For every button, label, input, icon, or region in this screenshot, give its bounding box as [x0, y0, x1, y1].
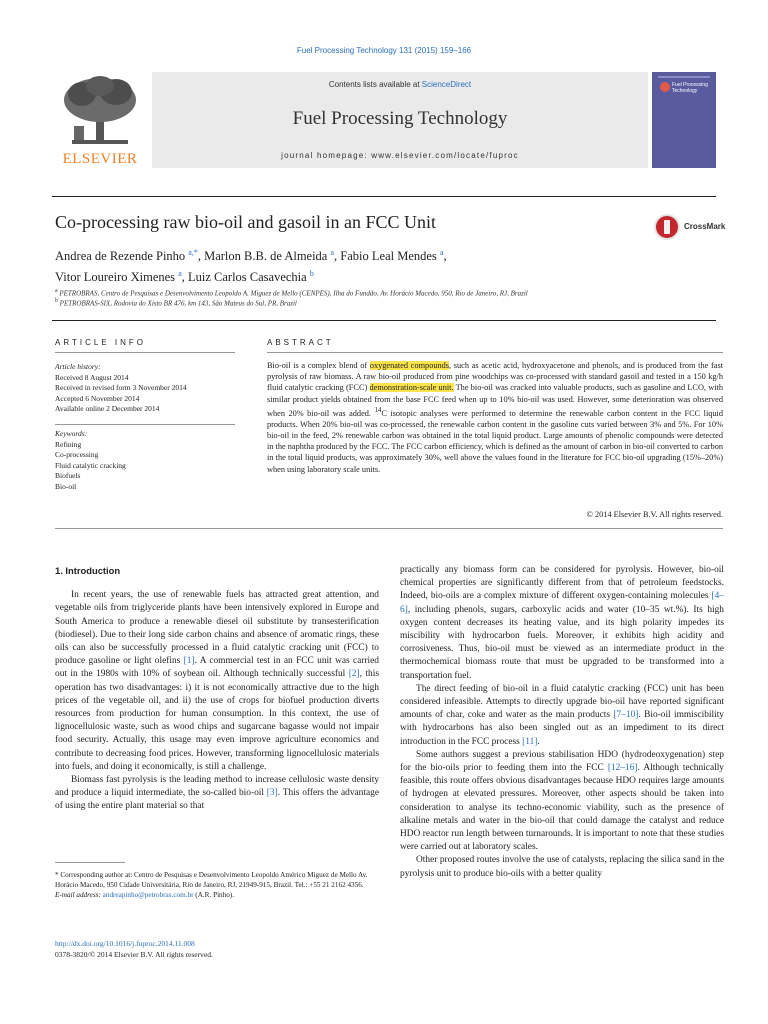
- keywords-block: [55, 429, 235, 492]
- paragraph-text: practically any biomass form can be considered for pyrolysis. However, bio-oil chemical properties are significantly different from that of petroleum feedstocks. Indeed, bio-oils are a complex mixture of different oxygen-containing molecules: [400, 565, 724, 602]
- email-label: E-mail address:: [55, 891, 101, 899]
- article-history: [55, 362, 235, 415]
- crossmark-icon: [654, 214, 680, 240]
- paragraph: [55, 589, 379, 774]
- email-suffix: (A.R. Pinho).: [195, 891, 235, 899]
- publisher-name: ELSEVIER: [62, 151, 138, 167]
- doi-link[interactable]: http://dx.doi.org/10.1016/j.fuproc.2014.11.008: [55, 939, 195, 948]
- cover-logo-icon: [660, 82, 670, 92]
- affiliation-b: [55, 298, 715, 307]
- journal-cover-image[interactable]: [652, 72, 716, 168]
- paragraph-text: .: [537, 736, 540, 747]
- issn-line: 0378-3820/© 2014 Elsevier B.V. All rights reserved.: [55, 950, 213, 959]
- affiliation-text: PETROBRAS, Centro de Pesquisas e Desenvolvimento Leopoldo A. Miguez de Mello (CENPES), Ilha do Fundão, Av. Horácio Macedo, 950, Rio de Janeiro, RJ, Brazil: [59, 289, 528, 298]
- paragraph-text: Some authors suggest a previous stabilisation HDO (hydrodeoxygenation) step for the bio-oils prior to feeding them into the FCC: [400, 749, 724, 774]
- article-info-rule: [55, 352, 235, 353]
- author-name: Marlon B.B. de Almeida: [204, 249, 328, 264]
- paragraph-text: , this operation has two disadvantages: i) it is not economically attractive due to the high prices of the vegetable oil, and ii) the use of crops for biofuel production diverts resources from production for human consumption. In this context, the use of lignocellulosic waste, such as wood chips and sugarcane bagasse would not impair food security. Actually, this usage may even improve agriculture economics and contribute to decreasing food prices. However, transforming lignocellulosic materials into fuels, and doing it economically, is still a challenge.: [55, 669, 379, 772]
- journal-homepage[interactable]: journal homepage: www.elsevier.com/locate/fuproc: [281, 151, 519, 160]
- paragraph-text: The direct feeding of bio-oil in a fluid catalytic cracking (FCC) unit has been considered infeasible. Attempts to directly upgrade bio-oil have reported significant amounts of char, coke and water as the main products: [400, 683, 724, 721]
- journal-title: Fuel Processing Technology: [292, 108, 508, 129]
- paragraph-text: In recent years, the use of renewable fuels has attracted great attention, and vegetable oils from triglyceride plants have been intensively explored in Europe and South America to produce a renewable diesel oil substitute by transesterification (biodiesel). Due to their long side carbon chains and absence of aromatic rings, these oils can also be successfully processed in a fluid catalytic cracking unit (FCC) to produce gasoline or light olefins: [55, 590, 379, 667]
- abstract-text: The bio-oil was cracked into valuable products, such as gasoline and LCO, with similar product yields obtained from the base FCC feed when up to 10% bio-oil was used. However, some deterioration was observed when 20% bio-oil was added.: [267, 383, 723, 418]
- crossmark-label: CrossMark: [684, 222, 726, 231]
- keyword: Co-processing: [55, 450, 99, 459]
- abstract-text: , such as acetic acid, hydroxyacetone and phenols, and is produced from the fast pyrolysis of raw biomass. A raw bio-oil produced from pine woodchips was co-processed with standard gasoil and tested in a 150 kg/h fluid catalytic cracking (FCC): [267, 361, 723, 393]
- keywords-rule: [55, 424, 235, 425]
- author-name: Fabio Leal Mendes: [340, 249, 437, 264]
- abstract-body: [267, 360, 723, 475]
- section-heading: 1. Introduction: [55, 565, 121, 576]
- keyword: Bio-oil: [55, 481, 77, 491]
- paragraph: [400, 749, 724, 855]
- keywords-label: Keywords:: [55, 429, 88, 438]
- author-affiliation-link[interactable]: a,*: [188, 248, 198, 257]
- citation-link[interactable]: [3]: [266, 788, 278, 799]
- citation-link[interactable]: [11]: [522, 736, 538, 747]
- corresponding-author-note: [55, 870, 385, 890]
- contents-prefix: Contents lists available at: [328, 80, 420, 89]
- citation-link[interactable]: [4–6]: [400, 591, 724, 615]
- masthead: [52, 72, 716, 168]
- sciencedirect-link[interactable]: ScienceDirect: [421, 80, 472, 89]
- article-info-heading: ARTICLE INFO: [55, 338, 146, 347]
- journal-reference[interactable]: Fuel Processing Technology 131 (2015) 159–166: [296, 46, 472, 55]
- highlighted-text[interactable]: demonstration-scale unit.: [369, 383, 454, 393]
- history-label: Article history:: [55, 362, 101, 371]
- paragraph-text: . Although technically feasible, this route offers obvious disadvantages because HDO requires large amounts of hydrogen at elevated pressures. Moreover, other aspects should be taken into consideration to analyse its techno-economic viability, such as the presence of alkaline metals and water in the bio-oil that could damage the catalyst and reduce HDO reactor run length between turnarounds. It is important to note that these studies were carried out at laboratory scales.: [400, 763, 724, 853]
- paragraph: [400, 564, 724, 683]
- body-column-left: [55, 564, 379, 814]
- author-affiliation-link[interactable]: a: [439, 248, 444, 257]
- superscript: 14: [374, 406, 382, 414]
- elsevier-tree-icon: [52, 72, 148, 150]
- header-rule: [52, 196, 716, 197]
- body-column-right: [400, 564, 724, 881]
- cover-title: Fuel Processing Technology: [672, 82, 708, 94]
- affiliation-rule: [52, 320, 716, 321]
- keyword: Refining: [55, 439, 82, 449]
- paragraph-text: Biomass fast pyrolysis is the leading method to increase cellulosic waste density and produce a liquid intermediate, the so-called bio-oil: [55, 775, 379, 799]
- footnote-rule: [55, 862, 125, 863]
- doi-block: [55, 938, 213, 960]
- email-link[interactable]: andreapinho@petrobras.com.br: [102, 891, 194, 899]
- contents-line: [152, 80, 648, 89]
- accepted-date: Accepted 6 November 2014: [55, 393, 140, 403]
- citation-link[interactable]: [1]: [183, 656, 195, 667]
- affiliation-mark: b: [55, 298, 58, 304]
- keyword: Fluid catalytic cracking: [55, 460, 126, 470]
- abstract-rule: [267, 352, 723, 353]
- journal-banner: [152, 72, 648, 168]
- abstract-heading: ABSTRACT: [267, 338, 334, 347]
- email-line: [55, 890, 385, 900]
- paragraph: Other proposed routes involve the use of catalysts, replacing the silica sand in the pyrolysis unit to produce bio-oils with a better quality: [400, 855, 724, 879]
- affiliation-text: PETROBRAS-SIX, Rodovia do Xisto BR 476, km 143, São Mateus do Sul, PR, Brazil: [59, 299, 297, 308]
- affiliation-mark: a: [55, 288, 58, 294]
- paper-title: Co-processing raw bio-oil and gasoil in an FCC Unit: [55, 212, 436, 232]
- citation-link[interactable]: [2]: [348, 669, 360, 680]
- crossmark-button[interactable]: [654, 214, 734, 244]
- footnote-text: Corresponding author at: Centro de Pesquisas e Desenvolvimento Leopoldo Américo Miguez de Mello Av. Horácio Macedo, 950 Cidade Universitária, Rio de Janeiro, RJ, 21949-915, Brazil. Tel.: +55 21 2162 4356.: [55, 871, 368, 889]
- author-name: Andrea de Rezende Pinho: [55, 249, 186, 264]
- abstract-bottom-rule: [55, 528, 723, 529]
- author-affiliation-link[interactable]: b: [309, 269, 314, 279]
- cover-strip: [658, 76, 710, 78]
- author-list: Andrea de Rezende Pinho $^{a,*}$, Marlon B.B. de Almeida $^a$, Fabio Leal Mendes $^a$, Vitor Loureiro Ximenes $^a$, Luiz Carlos Casavechia $^b$: [55, 248, 447, 285]
- footnote-mark: *: [55, 871, 59, 879]
- citation-link[interactable]: [7–10]: [613, 710, 639, 721]
- author-name: Vitor Loureiro Ximenes: [55, 270, 176, 285]
- paragraph: [400, 683, 724, 749]
- received-date: Received 8 August 2014: [55, 372, 129, 382]
- keyword: Biofuels: [55, 471, 81, 480]
- author-name: Luiz Carlos Casavechia: [188, 270, 307, 285]
- abstract-text: Bio-oil is a complex blend of: [267, 361, 370, 370]
- author-affiliation-link[interactable]: a: [178, 269, 182, 279]
- abstract-copyright: © 2014 Elsevier B.V. All rights reserved.: [586, 510, 723, 519]
- paragraph: [55, 774, 379, 814]
- highlighted-text[interactable]: oxygenated compounds: [369, 361, 450, 370]
- citation-link[interactable]: [12–16]: [607, 763, 638, 774]
- paragraph-text: . This offers the advantage of using the entire plant material so that: [55, 788, 379, 812]
- footnote: [55, 870, 385, 900]
- paragraph-text: . Bio-oil immiscibility with hydrocarbons has also been singled out as an impediment to its direct introduction in the FCC process: [400, 710, 724, 747]
- revised-date: Received in revised form 3 November 2014: [55, 383, 187, 392]
- paragraph-text: , including phenols, sugars, carboxylic acids and water (10–35 wt.%). Its high oxygen content decreases its heating value, and its high polarity impedes its miscibility with hydrocarbon fuels. Moreover, it exhibits high acidity and corrosiveness. Thus, bio-oil must be viewed as an intermediate product in the thermochemical biomass route that must be upgraded to be transformed into a transportation fuel.: [400, 604, 724, 681]
- paragraph-text: . A commercial test in an FCC unit was carried out in the 1980s with 10% of soybean oil. Although technically successful: [55, 656, 379, 680]
- abstract-text: C isotopic analyses were performed to determine the renewable carbon content in the FCC liquid products. When 20% bio-oil was co-processed, the renewable carbon content in the gasoline cuts varied between 3% and 5%. For 10% bio-oil in the feed, 2% renewable carbon was obtained in the total liquid product. Large amounts of phenolic compounds were detected in the naphtha produced by the FCC. The FCC carbon efficiency, which is defined as the amount of carbon in bio-oil converted to carbon in the total liquid products, was approximately 30%, well above the values found in the literature for FCC bio-oil upgrading (15%–20%) when using laboratory scale units.: [267, 408, 723, 474]
- elsevier-logo: [52, 72, 148, 168]
- online-date: Available online 2 December 2014: [55, 404, 160, 413]
- author-affiliation-link[interactable]: a: [330, 248, 335, 257]
- affiliation-a: [55, 288, 715, 297]
